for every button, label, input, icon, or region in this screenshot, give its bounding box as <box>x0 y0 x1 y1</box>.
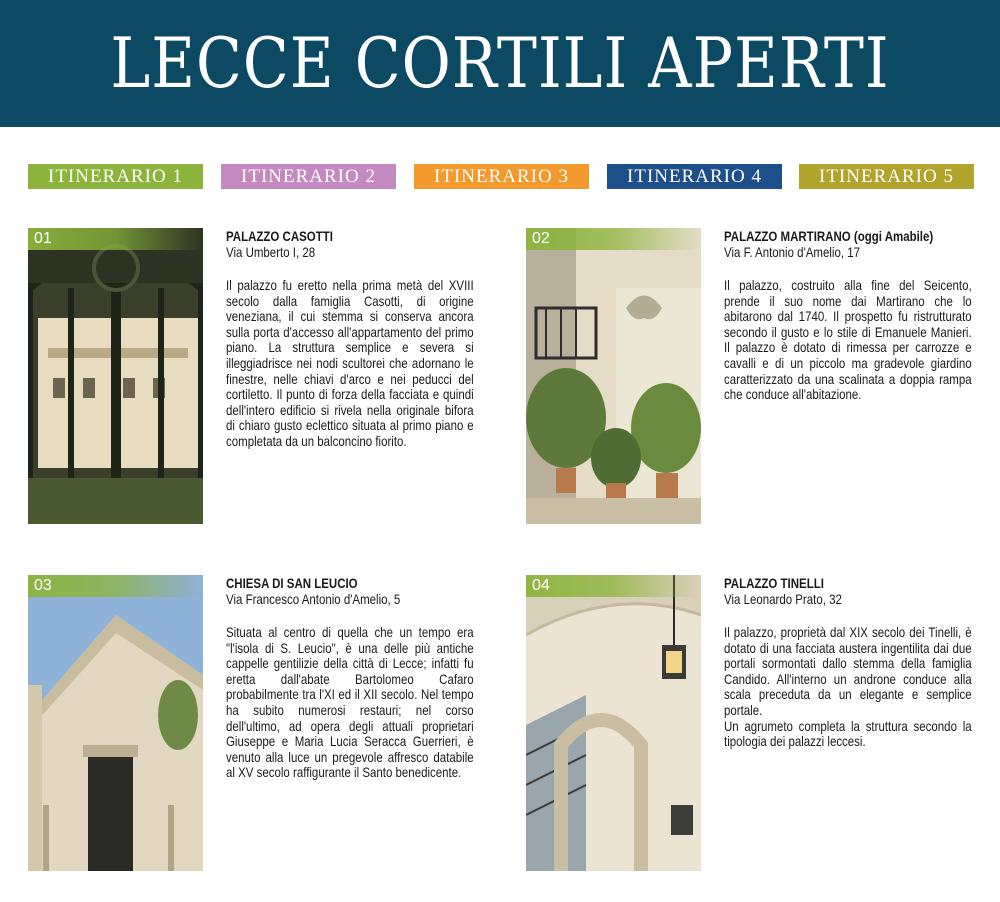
entry-number: 03 <box>28 575 203 597</box>
entry-title: PALAZZO TINELLI <box>724 575 824 591</box>
entry-number: 01 <box>28 228 203 250</box>
page-title: LECCE CORTILI APERTI <box>110 23 890 104</box>
entry-address: Via Leonardo Prato, 32 <box>724 591 842 607</box>
entry-description <box>724 625 972 750</box>
entry-address: Via F. Antonio d'Amelio, 17 <box>724 244 861 260</box>
photo-palazzo-casotti <box>28 228 203 524</box>
entry-description-text-extra: Un agrumeto completa la struttura secondo la tipologia dei palazzi leccesi. <box>724 717 972 750</box>
entry-description-text: Situata al centro di quella che un tempo era "l'isola di S. Leucio", è una delle più antiche cappelle gentilizie della città di Lecce; infatti fu eretta dall'abate Bartolomeo Cafaro probabilmente tra l'XI ed il XII secolo. Nel tempo ha subito numerosi restauri; nel corso dell'ultimo, ad opera degli attuali proprietari Giuseppe e Maria Lucia Seracca Guerrieri, è venuto alla luce un pregevole affresco databile al XV secolo raffigurante il Santo benedicente. <box>226 624 474 781</box>
photo-palazzo-martirano <box>526 228 701 524</box>
tab-itinerario-4[interactable]: ITINERARIO 4 <box>607 164 782 189</box>
entry-card-04 <box>526 575 996 875</box>
tab-itinerario-2[interactable]: ITINERARIO 2 <box>221 164 396 189</box>
entry-description <box>226 625 474 781</box>
entry-title: CHIESA DI SAN LEUCIO <box>226 575 358 591</box>
tab-itinerario-3[interactable]: ITINERARIO 3 <box>414 164 589 189</box>
entry-address: Via Francesco Antonio d'Amelio, 5 <box>226 591 401 607</box>
entry-title: PALAZZO MARTIRANO (oggi Amabile) <box>724 228 934 244</box>
entry-description-text: Il palazzo, proprietà dal XIX secolo dei Tinelli, è dotato di una facciata austera ingentilita dai due portali sormontati dallo stemma della famiglia Candido. All'interno un androne conduce alla scala preceduta da un elegante e semplice portale. <box>724 624 972 718</box>
entry-card-01 <box>28 228 498 528</box>
entry-description <box>226 278 474 450</box>
entry-card-03 <box>28 575 498 875</box>
entry-number: 02 <box>526 228 701 250</box>
entry-description <box>724 278 972 403</box>
photo-palazzo-tinelli <box>526 575 701 871</box>
photo-chiesa-san-leucio <box>28 575 203 871</box>
entry-address: Via Umberto I, 28 <box>226 244 316 260</box>
entry-card-02 <box>526 228 996 528</box>
tab-itinerario-5[interactable]: ITINERARIO 5 <box>799 164 974 189</box>
entry-description-text: Il palazzo fu eretto nella prima metà del XVIII secolo dalla famiglia Casotti, di origine veneziana, il cui stemma si conserva ancora sulla porta d'accesso all'appartamento del primo piano. La struttura semplice e severa si illeggiadrisce nei nodi scultorei che adornano le finestre, nelle chiavi d'arco e nei peducci del cortiletto. Il punto di forza della facciata e quindi dell'intero edificio si rivela nella originale bifora di chiaro gusto eclettico situata al primo piano e completata da un balconcino fiorito. <box>226 277 474 449</box>
entry-description-text: Il palazzo, costruito alla fine del Seicento, prende il suo nome dai Martirano che lo abitarono dal 1740. Il prospetto fu ristrutturato secondo il gusto e lo stile di Emanuele Manieri. Il palazzo è dotato di rimessa per carrozze e cavalli e di un piccolo ma gradevole giardino caratterizzato da una scalinata a doppia rampa che conduce all'abitazione. <box>724 277 972 403</box>
entry-number: 04 <box>526 575 701 597</box>
tab-itinerario-1[interactable]: ITINERARIO 1 <box>28 164 203 189</box>
entry-title: PALAZZO CASOTTI <box>226 228 333 244</box>
header-banner <box>0 0 1000 127</box>
